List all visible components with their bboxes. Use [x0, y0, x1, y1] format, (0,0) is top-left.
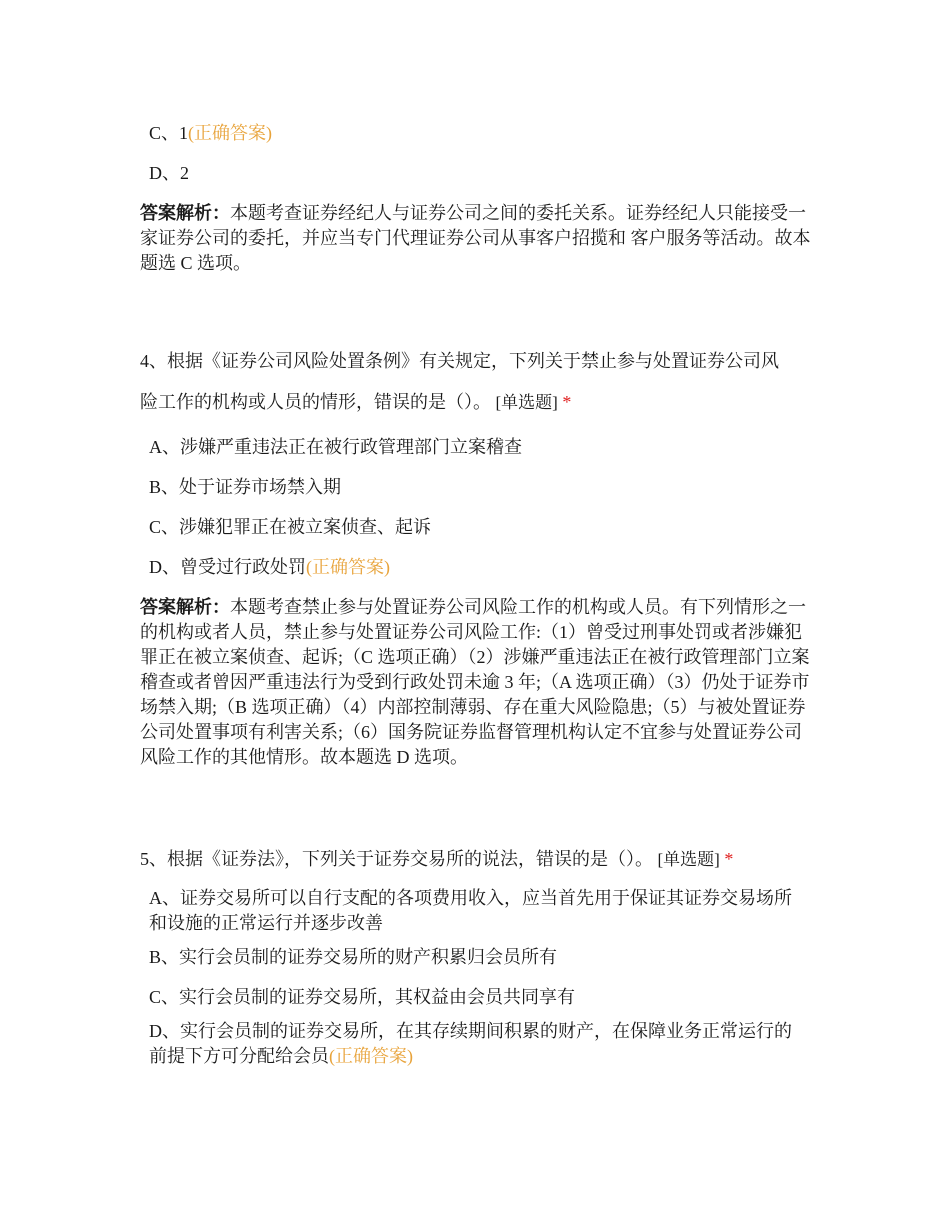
- q4-title-text: 险工作的机构或人员的情形，错误的是（）。: [140, 392, 491, 412]
- q3-option-c[interactable]: [149, 121, 809, 146]
- q4-option-d[interactable]: [149, 555, 809, 580]
- option-text: C、实行会员制的证券交易所，其权益由会员共同享有: [149, 987, 576, 1007]
- q4-title-line1: 4、根据《证券公司风险处置条例》有关规定，下列关于禁止参与处置证券公司风: [140, 351, 779, 371]
- question-type: [单选题]: [495, 393, 558, 412]
- q5-title-text: 5、根据《证券法》，下列关于证券交易所的说法，错误的是（）。: [140, 849, 653, 869]
- option-text: D、2: [149, 163, 189, 183]
- option-text: D、实行会员制的证券交易所，在其存续期间积累的财产，在保障业务正常运行的前提下方可分配给会员: [149, 1021, 792, 1066]
- analysis-text: 本题考查证券经纪人与证券公司之间的委托关系。证券经纪人只能接受一家证券公司的委托，并应当专门代理证券公司从事客户招揽和 客户服务等活动。故本题选 C 选项。: [140, 203, 811, 273]
- q4-option-a[interactable]: [149, 435, 809, 460]
- correct-answer-label: (正确答案): [188, 123, 273, 143]
- q5-title: [140, 847, 810, 872]
- q4-analysis: [140, 595, 815, 770]
- q5-title-line: [140, 847, 810, 872]
- correct-answer-label: (正确答案): [329, 1046, 413, 1066]
- question-type: [单选题]: [657, 850, 720, 869]
- option-text: B、处于证券市场禁入期: [149, 477, 342, 497]
- q3-option-d[interactable]: [149, 161, 809, 186]
- q4-title-line2: [140, 390, 810, 415]
- option-text: D、曾受过行政处罚: [149, 557, 306, 577]
- q5-option-a[interactable]: [149, 886, 804, 936]
- option-text: A、涉嫌严重违法正在被行政管理部门立案稽查: [149, 437, 522, 457]
- q4-option-b[interactable]: [149, 475, 809, 500]
- q5-option-b[interactable]: [149, 945, 809, 970]
- q5-option-c[interactable]: [149, 985, 809, 1010]
- required-mark: *: [562, 392, 572, 412]
- q4-title: [140, 349, 810, 415]
- analysis-label: 答案解析：: [140, 203, 230, 223]
- correct-answer-label: (正确答案): [306, 557, 390, 577]
- q5-option-d[interactable]: [149, 1019, 804, 1069]
- analysis-label: 答案解析：: [140, 597, 230, 617]
- option-text: B、实行会员制的证券交易所的财产积累归会员所有: [149, 947, 558, 967]
- option-text: C、1: [149, 123, 189, 143]
- analysis-text: 本题考查禁止参与处置证券公司风险工作的机构或人员。有下列情形之一的机构或者人员，禁止参与处置证券公司风险工作:（1）曾受过刑事处罚或者涉嫌犯罪正在被立案侦查、起诉;（C 选项正确）（2）涉嫌严重违法正在被行政管理部门立案稽查或者曾因严重违法行为受到行政处罚未逾 3 年;（A 选项正确）（3）仍处于证券市场禁入期;（B 选项正确）（4）内部控制薄弱、存在重大风险隐患;（5）与被处置证券公司处置事项有利害关系;（6）国务院证券监督管理机构认定不宜参与处置证券公司风险工作的其他情形。故本题选 D 选项。: [140, 597, 810, 767]
- option-text: A、证券交易所可以自行支配的各项费用收入，应当首先用于保证其证券交易场所和设施的正常运行并逐步改善: [149, 888, 792, 933]
- option-text: C、涉嫌犯罪正在被立案侦查、起诉: [149, 517, 432, 537]
- required-mark: *: [724, 849, 734, 869]
- q4-option-c[interactable]: [149, 515, 809, 540]
- q3-analysis: [140, 201, 815, 276]
